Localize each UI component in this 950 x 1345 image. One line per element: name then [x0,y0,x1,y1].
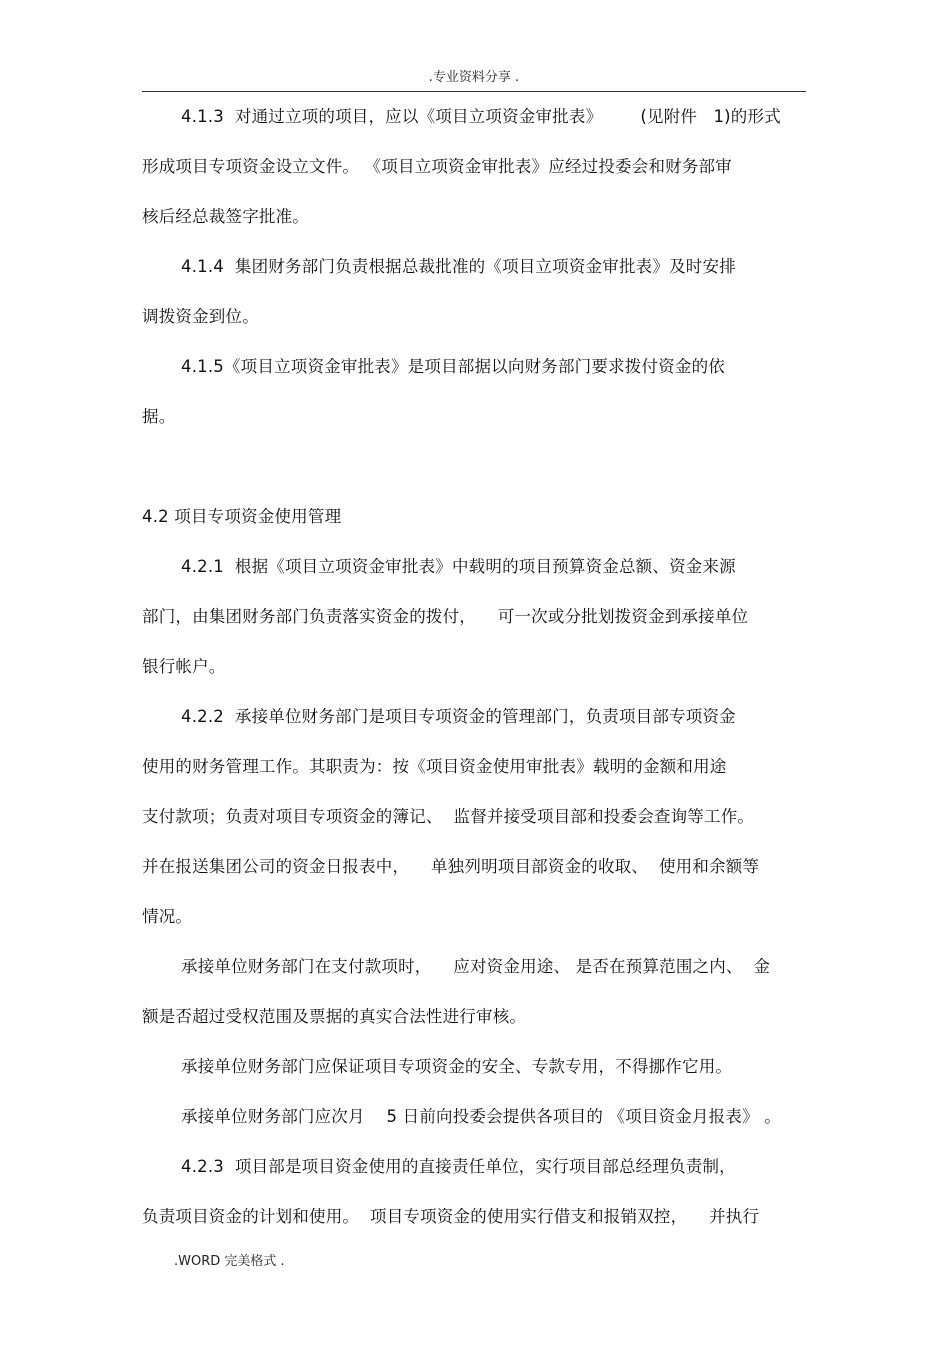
paragraph-line: 支付款项；负责对项目专项资金的簿记、 监督并接受项目部和投委会查询等工作。 [142,807,755,826]
paragraph-line: 承接单位财务部门在支付款项时， 应对资金用途、 是否在预算范围之内、 金 [181,957,771,976]
paragraph-line: 4.2.2 承接单位财务部门是项目专项资金的管理部门，负责项目部专项资金 [181,707,736,726]
paragraph-line: 调拨资金到位。 [142,307,259,326]
paragraph-line: 据。 [142,407,176,426]
paragraph-line: 部门，由集团财务部门负责落实资金的拨付， 可一次或分批划拨资金到承接单位 [142,607,749,626]
paragraph-line: 4.2.3 项目部是项目资金使用的直接责任单位，实行项目部总经理负责制， [181,1157,736,1176]
paragraph-line: 情况。 [142,907,193,926]
paragraph-line: 额是否超过受权范围及票据的真实合法性进行审核。 [142,1007,527,1026]
paragraph-line: 4.1.3 对通过立项的项目，应以《项目立项资金审批表》 (见附件 1)的形式 [181,107,781,126]
paragraph-line: 4.2.1 根据《项目立项资金审批表》中载明的项目预算资金总额、资金来源 [181,557,736,576]
paragraph-line: 4.1.4 集团财务部门负责根据总裁批准的《项目立项资金审批表》及时安排 [181,257,736,276]
paragraph-line: 使用的财务管理工作。其职责为：按《项目资金使用审批表》载明的金额和用途 [142,757,727,776]
paragraph-line: 并在报送集团公司的资金日报表中， 单独列明项目部资金的收取、 使用和余额等 [142,857,760,876]
paragraph-line: 负责项目资金的计划和使用。 项目专项资金的使用实行借支和报销双控， 并执行 [142,1207,760,1226]
paragraph-line: 4.1.5《项目立项资金审批表》是项目部据以向财务部门要求拨付资金的依 [181,357,725,376]
page-header: .专业资料分享 . [428,70,520,85]
paragraph-line: 承接单位财务部门应次月 5 日前向投委会提供各项目的 《项目资金月报表》 。 [181,1107,781,1126]
section-heading: 4.2 项目专项资金使用管理 [142,507,342,526]
paragraph-line: 银行帐户。 [142,657,226,676]
page-footer: .WORD 完美格式 . [174,1254,285,1269]
header-divider [142,91,806,92]
paragraph-line: 形成项目专项资金设立文件。 《项目立项资金审批表》应经过投委会和财务部审 [142,157,732,176]
paragraph-line: 核后经总裁签字批准。 [142,207,309,226]
paragraph-line: 承接单位财务部门应保证项目专项资金的安全、专款专用，不得挪作它用。 [181,1057,733,1076]
